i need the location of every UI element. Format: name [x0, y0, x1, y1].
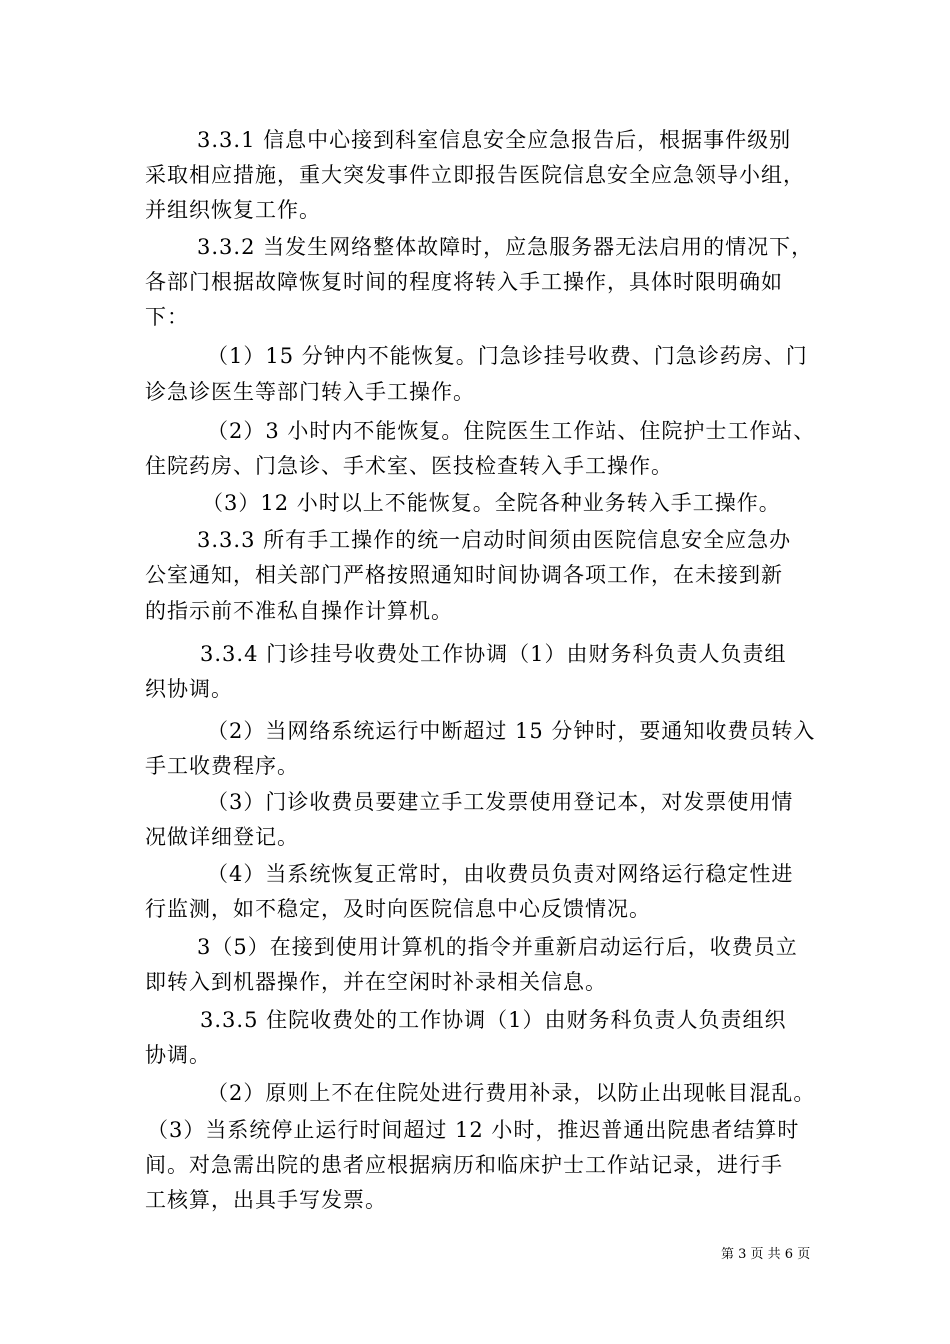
text-line: 织协调。	[145, 677, 233, 701]
text-line: 的指示前不准私自操作计算机。	[145, 599, 453, 623]
text-line: （3）12 小时以上不能恢复。全院各种业务转入手工操作。	[202, 491, 781, 515]
text-line: 3（5）在接到使用计算机的指令并重新启动运行后，收费员立	[197, 935, 798, 959]
text-line: 各部门根据故障恢复时间的程度将转入手工操作，具体时限明确如	[145, 270, 783, 294]
text-line: （3）当系统停止运行时间超过 12 小时，推迟普通出院患者结算时	[147, 1118, 800, 1142]
text-line: 行监测，如不稳定，及时向医院信息中心反馈情况。	[145, 897, 651, 921]
text-line: 采取相应措施，重大突发事件立即报告医院信息安全应急领导小组，	[145, 163, 805, 187]
text-line: 况做详细登记。	[145, 825, 299, 849]
text-line: 3.3.1 信息中心接到科室信息安全应急报告后，根据事件级别	[197, 128, 792, 152]
text-line: 3.3.5 住院收费处的工作协调（1）由财务科负责人负责组织	[200, 1008, 787, 1032]
text-line: （2）原则上不在住院处进行费用补录，以防止出现帐目混乱。	[207, 1081, 816, 1105]
text-line: 手工收费程序。	[145, 754, 299, 778]
text-line: 协调。	[145, 1043, 211, 1067]
text-line: 间。对急需出院的患者应根据病历和临床护士工作站记录，进行手	[145, 1153, 783, 1177]
text-line: 3.3.3 所有手工操作的统一启动时间须由医院信息安全应急办	[197, 528, 792, 552]
text-line: 3.3.4 门诊挂号收费处工作协调（1）由财务科负责人负责组	[200, 642, 787, 666]
text-line: （2）当网络系统运行中断超过 15 分钟时，要通知收费员转入	[207, 719, 816, 743]
text-line: （1）15 分钟内不能恢复。门急诊挂号收费、门急诊药房、门	[207, 344, 808, 368]
text-line: 工核算，出具手写发票。	[145, 1188, 387, 1212]
text-line: （4）当系统恢复正常时，由收费员负责对网络运行稳定性进	[207, 862, 794, 886]
text-line: 诊急诊医生等部门转入手工操作。	[145, 380, 475, 404]
text-line: 公室通知，相关部门严格按照通知时间协调各项工作，在未接到新	[145, 563, 783, 587]
text-line: 下：	[145, 305, 189, 329]
text-line: 3.3.2 当发生网络整体故障时，应急服务器无法启用的情况下，	[197, 235, 814, 259]
text-line: 即转入到机器操作，并在空闲时补录相关信息。	[145, 970, 607, 994]
page-number: 第 3 页 共 6 页	[721, 1247, 811, 1262]
text-line: 并组织恢复工作。	[145, 198, 321, 222]
text-line: （2）3 小时内不能恢复。住院医生工作站、住院护士工作站、	[207, 419, 816, 443]
text-line: 住院药房、门急诊、手术室、医技检查转入手工操作。	[145, 454, 673, 478]
text-line: （3）门诊收费员要建立手工发票使用登记本，对发票使用情	[207, 790, 794, 814]
